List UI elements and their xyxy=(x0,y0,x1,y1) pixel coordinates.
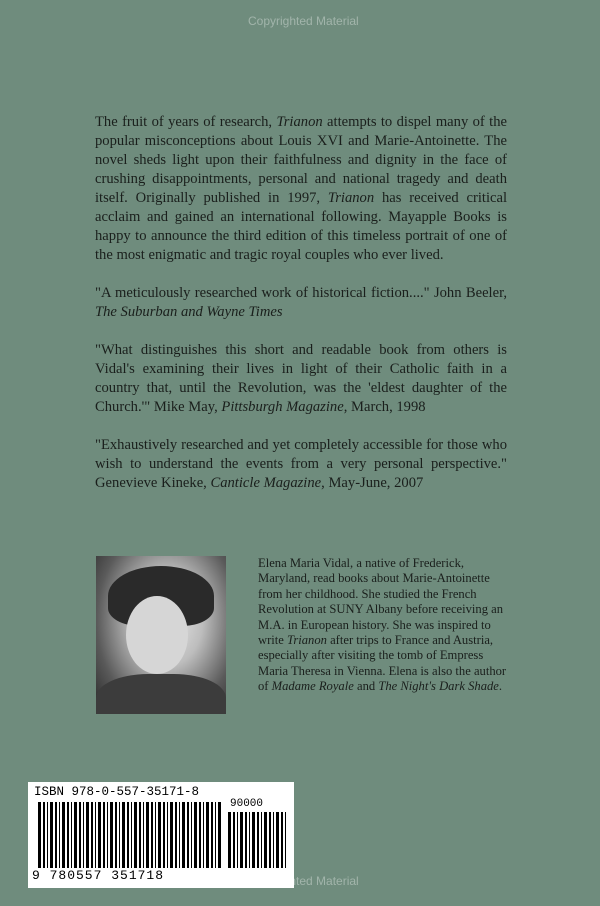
description-paragraph: The fruit of years of research, Trianon attempts to dispel many of the popular misconceptions about Louis XVI and Marie-Antoinette. The novel sheds light upon their faithfulness and dignity in the face of crushing disappointments, personal and national tragedy and death itself. Originally published in 1997, Trianon has received critical acclaim and gained an international following. Mayapple Books is happy to announce the third edition of this timeless portrait of one of the most enigmatic and tragic royal couples who ever lived. xyxy=(95,114,508,263)
review-quote-beeler: "A meticulously researched work of historical fiction...." John Beeler, The Suburban and Wayne Times xyxy=(95,285,507,320)
review-quote-kineke: "Exhaustively researched and yet completely accessible for those who wish to understand the events from a very personal perspective." Genevieve Kineke, Canticle Magazine, May-June, 2007 xyxy=(95,437,507,491)
author-photo xyxy=(96,556,226,714)
author-photo-body xyxy=(96,674,226,714)
isbn-barcode xyxy=(28,782,294,888)
author-bio: Elena Maria Vidal, a native of Frederick, Maryland, read books about Marie-Antoinette from her childhood. She studied the French Revolution at SUNY Albany before receiving an M.A. in European history. She was inspired to write Trianon after trips to France and Austria, especially after visiting the tomb of Empress Maria Theresa in Vienna. Elena is also the author of Madame Royale and The Night's Dark Shade. xyxy=(258,556,507,694)
barcode-bars xyxy=(38,802,222,868)
barcode-digits: 9 780557 351718 xyxy=(32,868,165,883)
watermark-top: Copyrighted Material xyxy=(248,14,359,28)
addon-barcode-bars xyxy=(228,812,288,868)
isbn-label: ISBN 978-0-557-35171-8 xyxy=(34,785,200,799)
watermark-bottom: Copyrighted Material xyxy=(248,874,359,888)
author-photo-face xyxy=(126,596,188,674)
back-cover-blurb xyxy=(95,113,507,512)
review-quote-may: "What distinguishes this short and readable book from others is Vidal's examining their lives in light of their Catholic faith in a country that, until the Revolution, was the 'eldest daughter of the Church.'" Mike May, Pittsburgh Magazine, March, 1998 xyxy=(95,342,507,415)
price-code-label: 90000 xyxy=(230,798,264,810)
